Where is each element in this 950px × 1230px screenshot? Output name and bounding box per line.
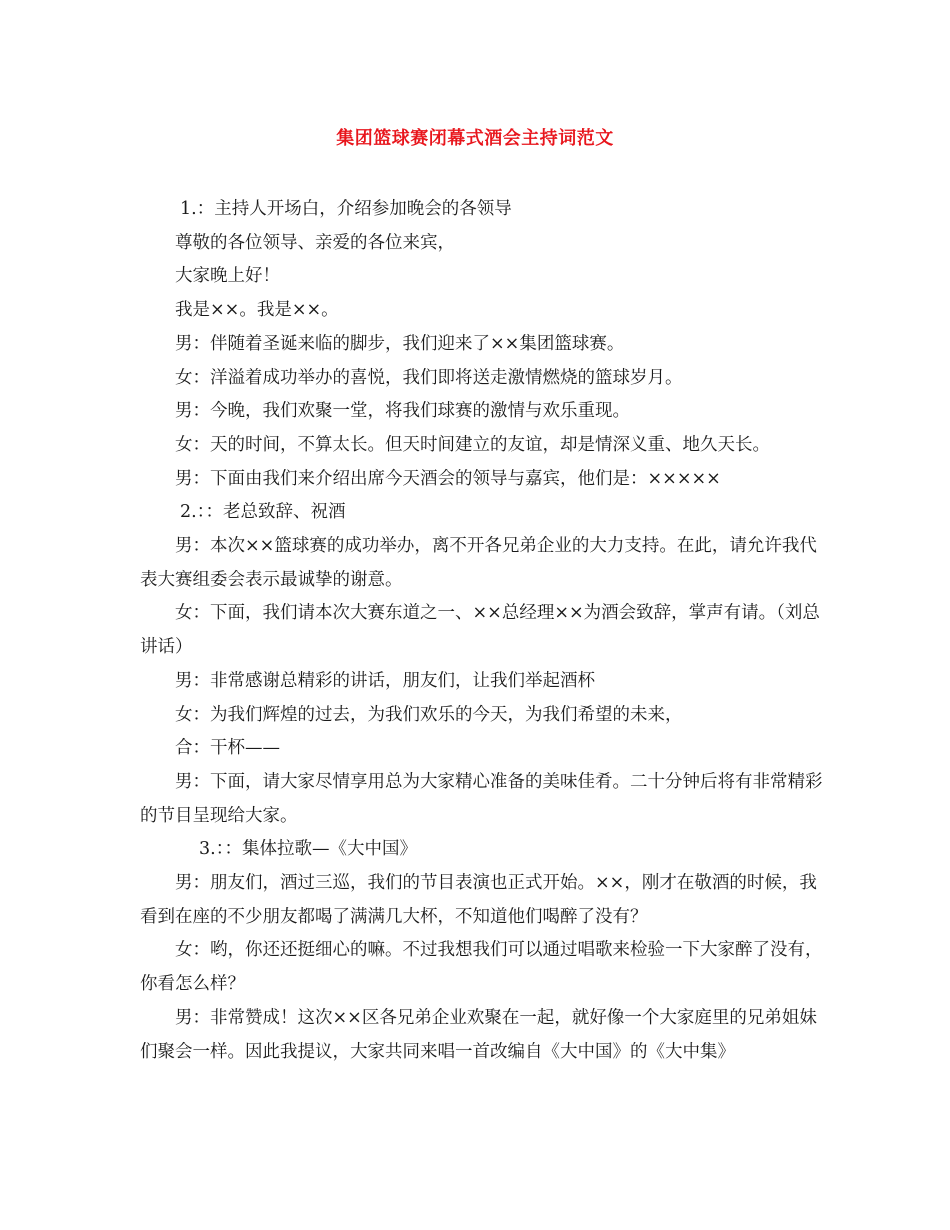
paragraph: 男：伴随着圣诞来临的脚步，我们迎来了××集团篮球赛。 [175,333,625,354]
document-body [140,193,830,1069]
paragraph: 尊敬的各位领导、亲爱的各位来宾， [175,232,455,253]
paragraph: 男：今晚，我们欢聚一堂，将我们球赛的激情与欢乐重现。 [175,401,630,422]
document-title: 集团篮球赛闭幕式酒会主持词范文 [336,128,614,149]
paragraph: 男：朋友们，酒过三巡，我们的节目表演也正式开始。××，刚才在敬酒的时候，我看到在座的不少朋友都喝了满满几大杯，不知道他们喝醉了没有？ [140,873,817,927]
section-heading-3: 3.：：集体拉歌—《大中国》 [199,839,417,860]
paragraph: 大家晚上好！ [175,266,280,287]
section-heading-1: 1.：主持人开场白，介绍参加晚会的各领导 [180,199,512,219]
paragraph: 男：下面，请大家尽情享用总为大家精心准备的美味佳肴。二十分钟后将有非常精彩的节目呈现给大家。 [140,771,823,826]
paragraph: 女：天的时间，不算太长。但天时间建立的友谊，却是情深义重、地久天长。 [175,434,770,455]
paragraph: 女：洋溢着成功举办的喜悦，我们即将送走激情燃烧的篮球岁月。 [175,367,683,388]
paragraph: 女：哟，你还还挺细心的嘛。不过我想我们可以通过唱歌来检验一下大家醉了没有，你看怎么样？ [140,940,823,995]
paragraph: 我是××。我是××。 [175,300,339,321]
section-heading-2: 2.：：老总致辞、祝酒 [180,502,346,523]
paragraph: 男：非常感谢总精彩的讲话，朋友们，让我们举起酒杯 [175,670,595,691]
paragraph: 男：非常赞成！这次××区各兄弟企业欢聚在一起，就好像一个大家庭里的兄弟姐妹们聚会一样。因此我提议，大家共同来唱一首改编自《大中国》的《大中集》 [140,1007,817,1062]
paragraph: 男：本次××篮球赛的成功举办，离不开各兄弟企业的大力支持。在此，请允许我代表大赛组委会表示最诚挚的谢意。 [140,536,817,590]
paragraph: 女：下面，我们请本次大赛东道之一、××总经理××为酒会致辞，掌声有请。（刘总讲话） [140,603,820,658]
paragraph: 女：为我们辉煌的过去，为我们欢乐的今天，为我们希望的未来， [175,704,683,725]
paragraph: 合：干杯—— [175,738,280,759]
paragraph: 男：下面由我们来介绍出席今天酒会的领导与嘉宾，他们是：××××× [175,468,721,489]
